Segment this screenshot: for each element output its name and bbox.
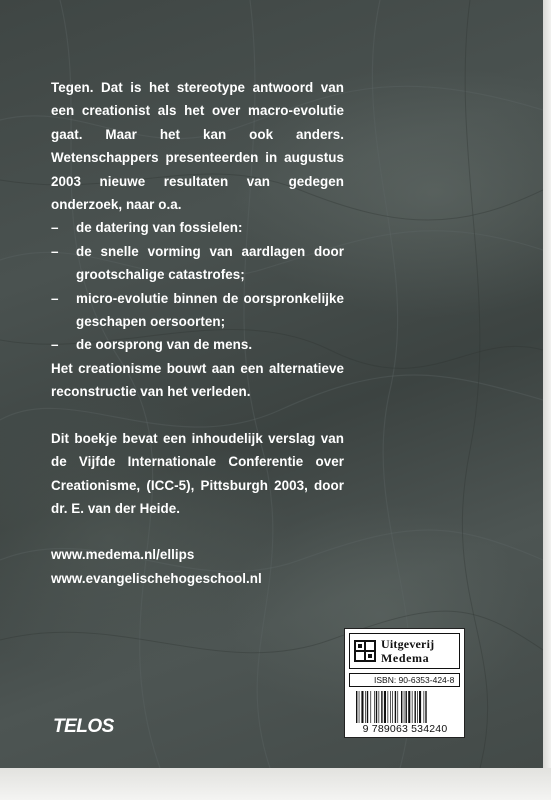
barcode [355,691,455,723]
list-dash: – [51,220,59,236]
barcode-bar [419,691,421,723]
list-dash: – [51,337,59,353]
page-edge-bottom [0,768,551,800]
barcode-bar [359,691,360,723]
barcode-bar [376,691,377,723]
barcode-bar [424,691,425,723]
barcode-bar [395,691,396,723]
list-item: – micro-evolutie binnen de oorspronkelijke geschapen oersoorten; [51,287,344,334]
website-medema: www.medema.nl/ellips [51,547,195,563]
intro-paragraph: Tegen. Dat is het stereotype antwoord van een creationist als het over macro-evolutie gaat. Maar het kan ook anders. Wetenschappers presenteerden in augustus 2003 nieuwe resultaten van gedegen onderzoek, naar o.a. [51,80,344,213]
barcode-bar [379,691,380,723]
barcode-bar [370,691,371,723]
barcode-bar [365,691,366,723]
barcode-bar [408,691,410,723]
publisher-logo [349,633,460,669]
website-evangelischehogeschool: www.evangelischehogeschool.nl [51,570,262,586]
barcode-bar [388,691,389,723]
barcode-bar [406,691,407,723]
list-item: – de oorsprong van de mens. [51,333,344,356]
barcode-bar [415,691,416,723]
barcode-bar [384,691,386,723]
medema-logo-icon [354,640,376,662]
barcode-bar [361,691,363,723]
barcode-bar [356,691,357,723]
barcode-digits: 9 789063 534240 [362,723,448,735]
page-edge-right [543,0,551,800]
barcode-bar [397,691,398,723]
list-item: – de snelle vorming van aardlagen door grootschalige catastrofes; [51,240,344,287]
list-dash: – [51,290,59,306]
barcode-bar [381,691,382,723]
barcode-bar [367,691,368,723]
publisher-name: Uitgeverij Medema [381,637,435,665]
publisher-box [344,628,465,738]
barcode-bar [374,691,375,723]
barcode-bar [390,691,391,723]
list-dash: – [51,243,59,259]
conclusion-paragraph: Het creationisme bouwt aan een alternatieve reconstructie van het verleden. [51,360,344,400]
barcode-bar [425,691,426,723]
barcode-bar [392,691,393,723]
barcode-bar [404,691,405,723]
imprint-name: TELOS [53,716,114,737]
list-item: – de datering van fossielen: [51,216,344,239]
barcode-bar [401,691,402,723]
isbn-label: ISBN: 90-6353-424-8 [349,673,460,687]
barcode-bar [417,691,418,723]
barcode-bar [412,691,413,723]
about-paragraph: Dit boekje bevat een inhoudelijk verslag van de Vijfde Internationale Conferentie over Creationisme, (ICC-5), Pittsburgh 2003, door dr. E. van der Heide. [51,430,344,516]
topic-list [51,216,344,356]
telos-imprint-logo [53,716,114,738]
blurb-text [51,76,344,590]
